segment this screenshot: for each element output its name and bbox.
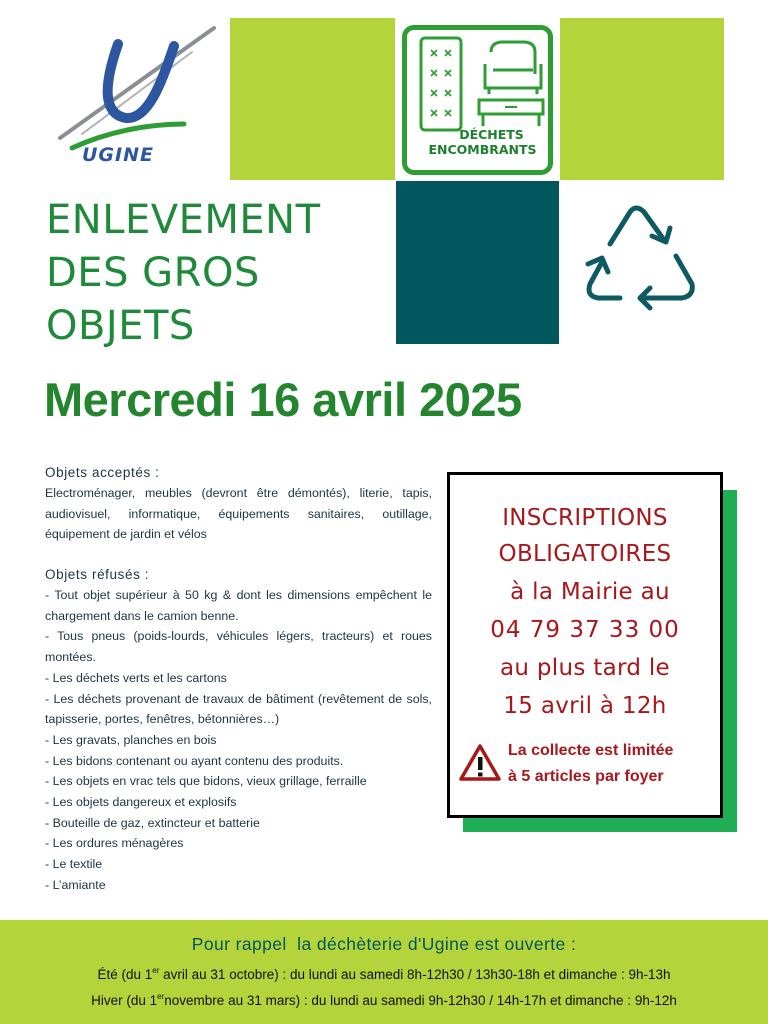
list-item: - Les ordures ménagères — [45, 836, 184, 851]
accepted-text: Electroménager, meubles (devront être démontés), literie, tapis, audiovisuel, informatique, équipements sanitaires, outillage, équipement de jardin et vélos — [45, 486, 432, 541]
summer-text: avril au 31 octobre) : du lundi au samedi 8h-12h30 / 13h30-18h et dimanche : 9h-13h — [159, 967, 671, 982]
summer-hours — [0, 966, 768, 982]
refused-section — [45, 567, 432, 896]
lime-block-left — [230, 18, 395, 180]
lime-block-right — [560, 18, 724, 180]
list-item: - L’amiante — [45, 877, 106, 892]
summer-sup: er — [152, 966, 160, 975]
list-item: - Tous pneus (poids-lourds, véhicules légers, tracteurs) et roues montées. — [45, 629, 432, 665]
mairie-phone[interactable]: 04 79 37 33 00 — [490, 617, 680, 643]
title-line-2: DES GROS — [46, 250, 260, 296]
registration-line-2: OBLIGATOIRES — [498, 541, 672, 567]
bulky-waste-badge — [402, 25, 553, 175]
registration-line-5: au plus tard le — [500, 655, 670, 681]
list-item: - Les objets en vrac tels que bidons, vieux grillage, ferraille — [45, 774, 367, 789]
teal-block — [396, 181, 559, 344]
winter-hours — [0, 992, 768, 1008]
registration-line-3: à la Mairie au — [510, 579, 670, 605]
registration-line-1: INSCRIPTIONS — [502, 505, 668, 531]
logo-name: UGINE — [82, 144, 154, 166]
list-item: - Les objets dangereux et explosifs — [45, 795, 237, 810]
limit-line-2: à 5 articles par foyer — [508, 768, 664, 785]
ugine-logo — [52, 22, 224, 172]
list-item: - Les bidons contenant ou ayant contenu des produits. — [45, 753, 344, 768]
list-item: - Les gravats, planches en bois — [45, 732, 217, 747]
winter-label: Hiver (du 1 — [91, 993, 158, 1008]
registration-box — [447, 472, 723, 818]
registration-deadline: 15 avril à 12h — [503, 693, 667, 719]
summer-label: Été (du 1 — [97, 967, 153, 982]
warning-icon — [458, 743, 502, 783]
refused-list — [45, 585, 432, 896]
accepted-section — [45, 465, 432, 545]
title-line-3: OBJETS — [46, 303, 195, 349]
limit-line-1: La collecte est limitée — [508, 742, 674, 759]
refused-heading: Objets réfusés : — [45, 567, 150, 582]
collection-date: Mercredi 16 avril 2025 — [44, 373, 522, 426]
recycle-icon — [580, 200, 700, 312]
badge-line-1: DÉCHETS — [459, 127, 524, 142]
footer-title: Pour rappel la déchèterie d'Ugine est ouverte : — [191, 934, 577, 954]
title-line-1: ENLEVEMENT — [46, 197, 321, 243]
winter-sup: er — [157, 992, 165, 1001]
accepted-heading: Objets acceptés : — [45, 465, 160, 480]
list-item: - Tout objet supérieur à 50 kg & dont les dimensions empêchent le chargement dans le camion benne. — [45, 588, 432, 623]
badge-line-2: ENCOMBRANTS — [428, 142, 537, 157]
page-title — [46, 194, 321, 353]
list-item: - Les déchets verts et les cartons — [45, 670, 227, 685]
winter-text: novembre au 31 mars) : du lundi au samedi 9h-12h30 / 14h-17h et dimanche : 9h-12h — [164, 993, 677, 1008]
opening-hours-footer — [0, 920, 768, 1024]
list-item: - Bouteille de gaz, extincteur et batterie — [45, 815, 260, 830]
list-item: - Le textile — [45, 857, 103, 872]
list-item: - Les déchets provenant de travaux de bâtiment (revêtement de sols, tapisserie, portes, fenêtres, bétonnières…) — [45, 691, 432, 727]
